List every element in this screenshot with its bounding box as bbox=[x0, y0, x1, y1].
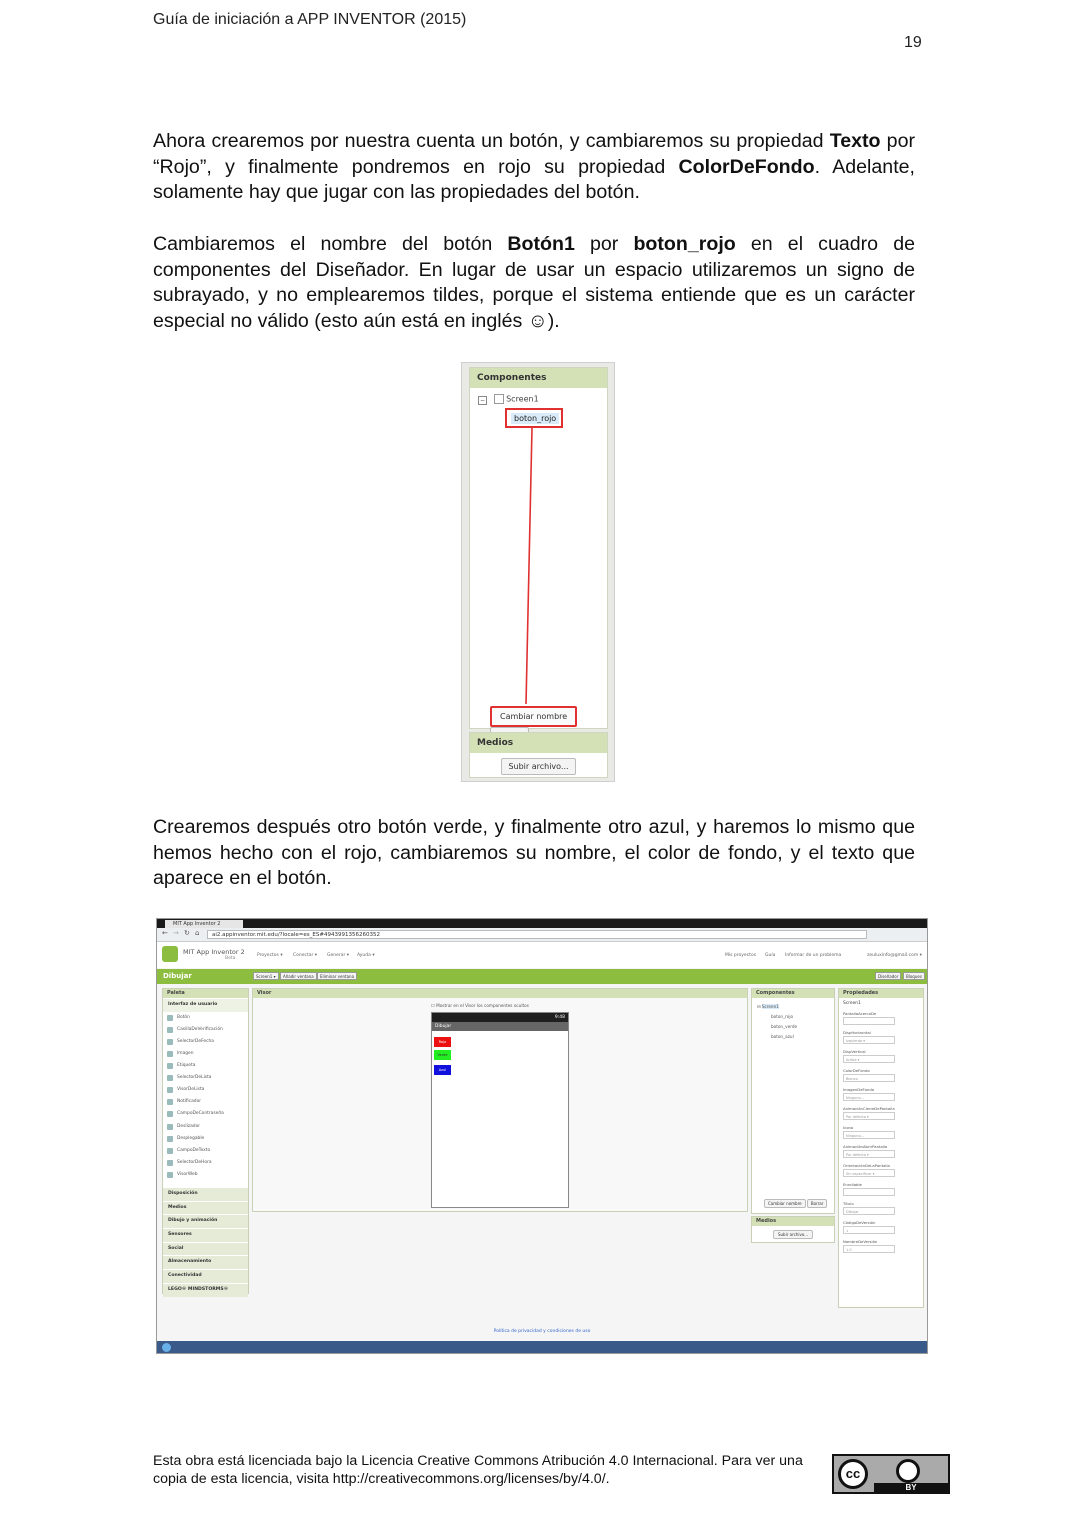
component-tree-figure bbox=[461, 362, 615, 782]
palette-item[interactable]: SelectorDeLista bbox=[163, 1072, 248, 1084]
paragraph-1 bbox=[153, 129, 915, 206]
palette-category[interactable]: Disposición bbox=[163, 1187, 248, 1201]
palette-item[interactable]: Deslizador bbox=[163, 1121, 248, 1133]
palette-categories bbox=[163, 1187, 248, 1297]
property-label: AnimaciónCierreDePantalla bbox=[843, 1106, 895, 1111]
palette-category[interactable]: Medios bbox=[163, 1201, 248, 1215]
browser-tab[interactable]: MIT App Inventor 2 bbox=[165, 920, 243, 928]
screen-node[interactable]: Screen1 bbox=[506, 394, 539, 404]
property-label: ImagenDeFondo bbox=[843, 1087, 875, 1092]
preview-green-button[interactable]: Verde bbox=[434, 1050, 451, 1060]
app-title bbox=[183, 948, 245, 961]
property-value[interactable] bbox=[843, 1017, 895, 1025]
palette-item[interactable]: CampoDeTexto bbox=[163, 1145, 248, 1157]
palette-item[interactable]: Botón bbox=[163, 1012, 248, 1024]
property-label: Enrollable bbox=[843, 1182, 862, 1187]
palette-item[interactable]: SelectorDeHora bbox=[163, 1157, 248, 1169]
bold-term: Texto bbox=[829, 130, 881, 152]
palette-item[interactable]: Notificador bbox=[163, 1096, 248, 1108]
palette-item[interactable]: Desplegable bbox=[163, 1133, 248, 1145]
address-bar[interactable]: ai2.appinventor.mit.edu/?locale=es_ES#4943991356260352 bbox=[207, 930, 867, 939]
paragraph-2 bbox=[153, 232, 915, 335]
palette-category[interactable]: Almacenamiento bbox=[163, 1255, 248, 1269]
phone-time: 9:48 bbox=[554, 1015, 565, 1020]
designer-toolbar bbox=[157, 969, 927, 984]
back-icon[interactable]: ← bbox=[162, 929, 168, 937]
privacy-link[interactable]: Política de privacidad y condiciones de uso bbox=[493, 1329, 591, 1334]
property-value[interactable]: Izquierda ▾ bbox=[843, 1036, 895, 1044]
palette-item[interactable]: CasillaDeVerificación bbox=[163, 1024, 248, 1036]
screen-selector[interactable]: Screen1 ▾ bbox=[253, 972, 279, 980]
property-label: DispHorizontal bbox=[843, 1030, 871, 1035]
palette-category[interactable]: Dibujo y animación bbox=[163, 1214, 248, 1228]
components-panel-title: Componentes bbox=[470, 368, 607, 388]
property-value[interactable]: Arriba ▾ bbox=[843, 1055, 895, 1063]
cc-logo-icon: cc bbox=[838, 1459, 868, 1489]
property-label: PantallaAcercaDe bbox=[843, 1011, 877, 1016]
palette-title: Paleta bbox=[163, 989, 248, 998]
remove-screen-button[interactable]: Eliminar ventana bbox=[317, 972, 357, 980]
bold-term: Botón1 bbox=[507, 233, 575, 255]
palette-item[interactable]: VisorWeb bbox=[163, 1169, 248, 1181]
palette-item[interactable]: Imagen bbox=[163, 1048, 248, 1060]
components-panel bbox=[751, 988, 835, 1214]
property-value[interactable]: 1 bbox=[843, 1226, 895, 1234]
app-title-text: MIT App Inventor 2 bbox=[183, 948, 245, 956]
hidden-components-label: Mostrar en el Visor los componentes ocultos bbox=[436, 1003, 529, 1008]
phone-title-bar: Dibujar bbox=[432, 1022, 568, 1031]
report-problem-link[interactable]: Informar de un problema bbox=[785, 953, 842, 958]
component-actions bbox=[764, 1199, 827, 1208]
component-tree bbox=[752, 998, 834, 1042]
palette-items bbox=[163, 1012, 248, 1181]
palette-item[interactable]: SelectorDeFecha bbox=[163, 1036, 248, 1048]
guide-link[interactable]: Guía bbox=[765, 953, 776, 958]
designer-button[interactable]: Diseñador bbox=[875, 972, 901, 980]
text: . Adelante, solamente hay que jugar con las propiedades del botón. bbox=[153, 155, 915, 204]
arrow-line bbox=[470, 368, 609, 730]
menu-build[interactable]: Generar ▾ bbox=[327, 953, 350, 958]
properties-title: Propiedades bbox=[839, 989, 923, 998]
palette-item[interactable]: Etiqueta bbox=[163, 1060, 248, 1072]
screen-name: Dibujar bbox=[163, 972, 192, 980]
property-label: Título bbox=[843, 1201, 854, 1206]
bold-term: ColorDeFondo bbox=[678, 155, 815, 178]
text: en el cuadro de componentes del Diseñador. En lugar de usar un espacio utilizaremos un signo de subrayado, y no emplearemos tildes, porque el sistema entiende que es un carácter especial no válido (esto aún está en inglés ☺). bbox=[153, 233, 915, 333]
windows-taskbar bbox=[157, 1341, 927, 1354]
my-projects-link[interactable]: Mis proyectos bbox=[725, 953, 757, 958]
upload-button[interactable]: Subir archivo... bbox=[501, 758, 575, 775]
palette-category[interactable]: Sensores bbox=[163, 1228, 248, 1242]
hidden-components-checkbox[interactable]: ☐ Mostrar en el Visor los componentes ocultos bbox=[431, 1003, 529, 1008]
media-title: Medios bbox=[752, 1217, 834, 1226]
menu-connect[interactable]: Conectar ▾ bbox=[293, 953, 318, 958]
palette-category[interactable]: LEGO® MINDSTORMS® bbox=[163, 1283, 248, 1297]
tree-node-screen[interactable]: ⊟ Screen1 bbox=[757, 1004, 779, 1009]
bold-term: boton_rojo bbox=[633, 233, 736, 255]
property-list bbox=[839, 1011, 923, 1253]
text: Ahora crearemos por nuestra cuenta un botón, y cambiaremos su propiedad bbox=[153, 130, 830, 152]
property-value[interactable]: Ninguno... bbox=[843, 1131, 895, 1139]
palette-item[interactable]: CampoDeContraseña bbox=[163, 1108, 248, 1120]
preview-blue-button[interactable]: Azul bbox=[434, 1065, 451, 1075]
property-label: ColorDeFondo bbox=[843, 1068, 870, 1073]
running-header: Guía de iniciación a APP INVENTOR (2015) bbox=[153, 11, 467, 28]
palette-section[interactable]: Interfaz de usuario bbox=[163, 998, 248, 1012]
tree-node[interactable]: boton_rojo bbox=[771, 1014, 794, 1019]
start-icon[interactable] bbox=[162, 1343, 171, 1352]
by-label: BY bbox=[874, 1483, 948, 1492]
attribution-icon bbox=[896, 1459, 920, 1483]
property-value[interactable]: Ninguno... bbox=[843, 1093, 895, 1101]
palette-category[interactable]: Conectividad bbox=[163, 1269, 248, 1283]
user-menu[interactable]: zeuluxinfo@gmail.com ▾ bbox=[867, 953, 922, 958]
cc-by-badge bbox=[832, 1454, 950, 1494]
media-panel bbox=[469, 732, 608, 778]
text: Cambiaremos el nombre del botón bbox=[153, 233, 508, 255]
blocks-button[interactable]: Bloques bbox=[903, 972, 925, 980]
property-label: Icono bbox=[843, 1125, 854, 1130]
property-value[interactable]: Por defecto ▾ bbox=[843, 1112, 895, 1120]
forward-icon[interactable]: → bbox=[173, 929, 179, 937]
add-screen-button[interactable]: Añadir ventana bbox=[280, 972, 317, 980]
phone-status-bar bbox=[432, 1013, 568, 1022]
collapse-icon[interactable]: − bbox=[479, 396, 486, 404]
property-label: OrientaciónDeLaPantalla bbox=[843, 1163, 890, 1168]
license-line-2: copia de esta licencia, visita http://creativecommons.org/licenses/by/4.0/. bbox=[153, 1471, 610, 1487]
browser-toolbar bbox=[157, 928, 927, 942]
app-header bbox=[157, 942, 927, 968]
text: por bbox=[574, 233, 634, 255]
property-value[interactable]: Por defecto ▾ bbox=[843, 1150, 895, 1158]
components-panel bbox=[469, 367, 608, 729]
palette-item[interactable]: VisorDeLista bbox=[163, 1084, 248, 1096]
tree-node-label: Screen1 bbox=[761, 1004, 779, 1009]
property-value[interactable]: Blanco bbox=[843, 1074, 895, 1082]
media-panel-title: Medios bbox=[470, 733, 607, 753]
browser-tab-bar bbox=[157, 919, 927, 928]
text: por “Rojo”, y finalmente pondremos en rojo su propiedad bbox=[153, 130, 916, 178]
delete-button[interactable]: Borrar bbox=[807, 1199, 828, 1208]
property-label: DispVertical bbox=[843, 1049, 866, 1054]
property-value[interactable]: Dibujar bbox=[843, 1207, 895, 1215]
paragraph-3: Crearemos después otro botón verde, y finalmente otro azul, y haremos lo mismo que hemos hecho con el rojo, cambiaremos su nombre, el color de fondo, y el texto que aparece en el botón. bbox=[153, 816, 915, 890]
app-inventor-logo-icon[interactable] bbox=[162, 946, 178, 962]
app-subtitle: Beta bbox=[225, 956, 236, 961]
upload-button[interactable]: Subir archivo... bbox=[773, 1230, 813, 1239]
property-label: NombreDeVersión bbox=[843, 1239, 878, 1244]
rename-button[interactable]: Cambiar nombre bbox=[764, 1199, 806, 1208]
menu-help[interactable]: Ayuda ▾ bbox=[357, 953, 375, 958]
rename-button[interactable]: Cambiar nombre bbox=[490, 706, 577, 727]
preview-red-button[interactable]: Rojo bbox=[434, 1037, 451, 1047]
phone-preview bbox=[431, 1012, 569, 1208]
viewer-title: Visor bbox=[253, 989, 747, 998]
components-title: Componentes bbox=[752, 989, 834, 998]
media-panel bbox=[751, 1216, 835, 1243]
selected-component-label: boton_rojo bbox=[511, 413, 559, 424]
palette-category[interactable]: Social bbox=[163, 1242, 248, 1256]
property-value[interactable]: Sin especificar ▾ bbox=[843, 1169, 895, 1177]
property-label: CódigoDeVersión bbox=[843, 1220, 876, 1225]
license-line-1: Esta obra está licenciada bajo la Licencia Creative Commons Atribución 4.0 Internacional. Para ver una bbox=[153, 1453, 803, 1469]
property-value[interactable]: 1.0 bbox=[843, 1245, 895, 1253]
page-number: 19 bbox=[904, 34, 922, 51]
app-inventor-screenshot bbox=[156, 918, 928, 1354]
menu-projects[interactable]: Proyectos ▾ bbox=[257, 953, 283, 958]
license-footer bbox=[153, 1452, 803, 1488]
properties-panel bbox=[838, 988, 924, 1308]
property-value[interactable] bbox=[843, 1188, 895, 1196]
properties-screen: Screen1 bbox=[843, 1001, 861, 1006]
palette-panel bbox=[162, 988, 249, 1294]
tree-node[interactable]: boton_azul bbox=[771, 1034, 794, 1039]
reload-icon[interactable]: ↻ bbox=[184, 929, 190, 937]
tree-node[interactable]: boton_verde bbox=[771, 1024, 798, 1029]
home-icon[interactable]: ⌂ bbox=[195, 929, 200, 937]
property-label: AnimaciónAbrirPantalla bbox=[843, 1144, 888, 1149]
